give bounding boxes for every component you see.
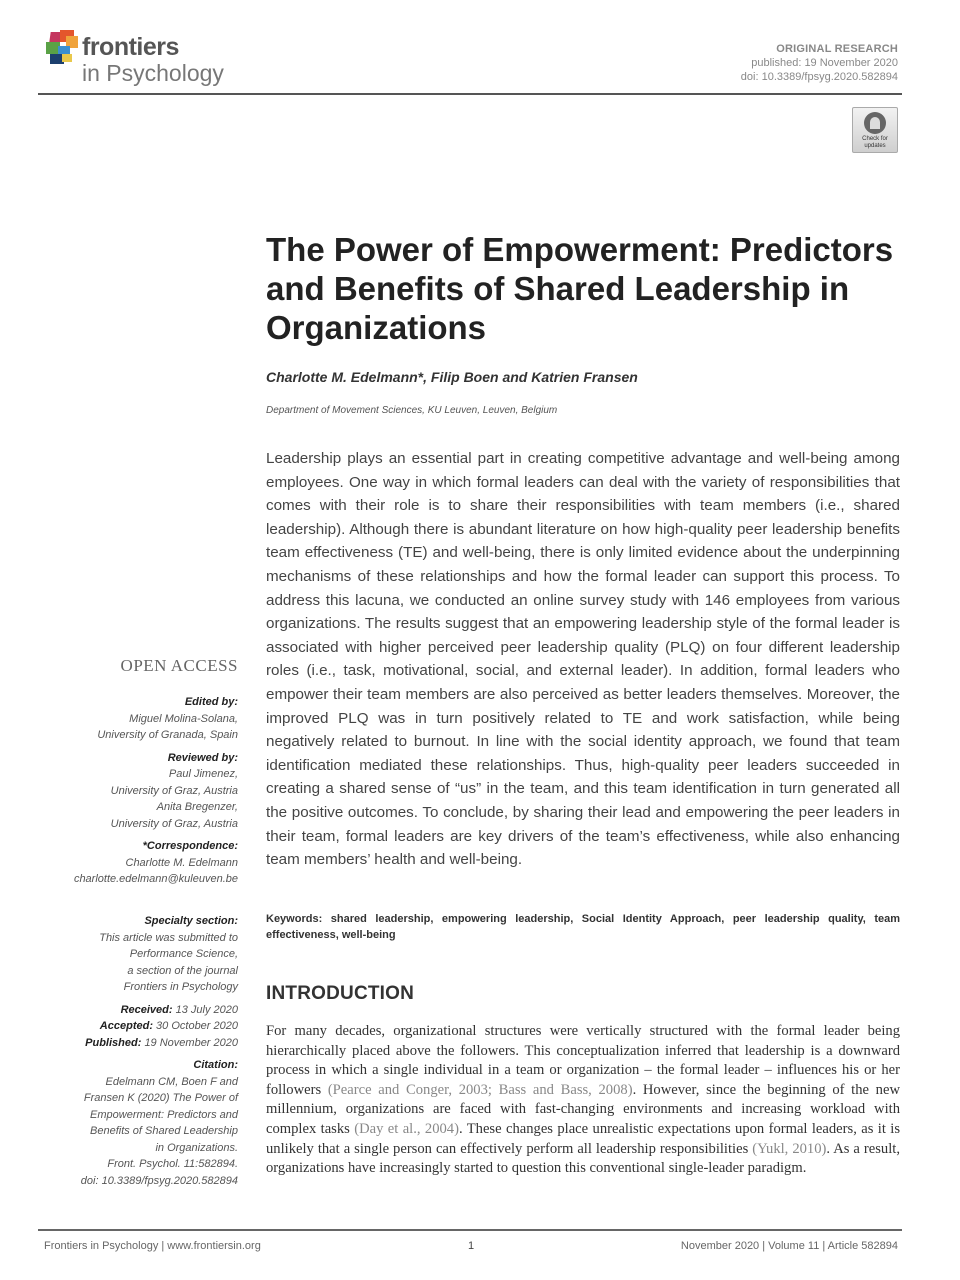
correspondence-block xyxy=(60,838,238,888)
citation-label: Citation: xyxy=(193,1059,238,1071)
article-doi[interactable]: doi: 10.3389/fpsyg.2020.582894 xyxy=(740,71,898,83)
editor-affiliation: University of Granada, Spain xyxy=(97,729,238,741)
reviewer-name: Anita Bregenzer, xyxy=(156,801,238,813)
citation-link[interactable]: (Pearce and Conger, 2003; Bass and Bass, 2008) xyxy=(327,1081,633,1098)
intro-text: . However, since the beginning of the new millennium, organizations are faced with fast-changing environments and increasing workload with complex tasks xyxy=(266,1081,900,1137)
reviewer-affiliation: University of Graz, Austria xyxy=(110,784,238,797)
citation-line: in Organizations. xyxy=(155,1141,238,1154)
received-value: 13 July 2020 xyxy=(175,1003,238,1016)
correspondent-email[interactable]: charlotte.edelmann@kuleuven.be xyxy=(73,873,238,885)
citation-line: Empowerment: Predictors and xyxy=(90,1108,238,1121)
received-label: Received: xyxy=(120,1003,173,1016)
edited-by-label: Edited by: xyxy=(184,696,238,708)
specialty-section-label: Specialty section: xyxy=(144,915,238,927)
section-heading-introduction: INTRODUCTION xyxy=(266,983,415,1004)
reviewed-by-label: Reviewed by: xyxy=(167,751,238,764)
citation-doi[interactable]: doi: 10.3389/fpsyg.2020.582894 xyxy=(80,1174,238,1187)
specialty-line: Performance Science, xyxy=(129,948,238,960)
keywords: Keywords: shared leadership, empowering leadership, Social Identity Approach, peer leadership quality, team effectiveness, well-being xyxy=(266,913,900,941)
citation-line: Front. Psychol. 11:582894. xyxy=(107,1158,238,1170)
intro-text: . As a result, organizations have increasingly started to question this conventional single-leader paradigm. xyxy=(266,1140,900,1177)
article-authors: Charlotte M. Edelmann*, Filip Boen and Katrien Fransen xyxy=(266,369,638,385)
correspondence-label: *Correspondence: xyxy=(142,840,238,852)
sidebar-editorial xyxy=(60,694,238,894)
check-for-updates-label: Check for updates xyxy=(862,136,888,149)
check-for-updates-button[interactable] xyxy=(852,107,898,153)
reviewer-affiliation: University of Graz, Austria xyxy=(110,817,238,830)
author-affiliation: Department of Movement Sciences, KU Leuven, Leuven, Belgium xyxy=(266,405,558,416)
bookmark-icon xyxy=(864,112,886,134)
reviewer-name: Paul Jimenez, xyxy=(168,768,238,780)
intro-text: . These changes place unrealistic expectations upon formal leaders, as it is unlikely that a single person can effectively perform all leadership responsibilities xyxy=(266,1120,900,1157)
citation-line: Benefits of Shared Leadership xyxy=(90,1125,238,1137)
article-title: The Power of Empowerment: Predictors and Benefits of Shared Leadership in Organizations xyxy=(266,231,894,346)
specialty-line: a section of the journal xyxy=(127,964,238,977)
footer-journal-link[interactable]: Frontiers in Psychology | www.frontiersin.org xyxy=(44,1240,261,1252)
introduction-paragraph xyxy=(266,1022,900,1179)
accepted-value: 30 October 2020 xyxy=(156,1020,238,1032)
citation-link[interactable]: (Yukl, 2010) xyxy=(752,1140,827,1157)
accepted-date xyxy=(60,1018,238,1035)
accepted-label: Accepted: xyxy=(99,1020,153,1032)
published-date: published: 19 November 2020 xyxy=(751,57,898,69)
correspondent-name: Charlotte M. Edelmann xyxy=(125,856,238,869)
citation-line: Fransen K (2020) The Power of xyxy=(83,1092,238,1104)
published-date-sidebar xyxy=(60,1035,238,1052)
journal-brand: frontiers xyxy=(82,33,179,61)
specialty-line: Frontiers in Psychology xyxy=(123,981,238,993)
editor-name: Miguel Molina-Solana, xyxy=(129,712,238,725)
sidebar-publication xyxy=(60,913,238,1195)
specialty-line: This article was submitted to xyxy=(99,931,238,944)
footer-issue-info: November 2020 | Volume 11 | Article 582894 xyxy=(680,1240,898,1252)
specialty-section-block xyxy=(60,913,238,996)
intro-text: For many decades, organizational structures were vertically structured with the formal leader being hierarchically placed above the followers. This conceptualization inferred that leadership is a downward process in which a single individual in a team or organization – the formal leader – influences his or her followers xyxy=(266,1023,900,1098)
abstract-text: Leadership plays an essential part in creating competitive advantage and well-being among employees. One way in which formal leaders can deal with the variety of responsibilities that comes with their role is to share their responsibilities with team members (i.e., shared leadership). Although there is abundant literature on how high-quality peer leadership benefits team effectiveness (TE) and well-being, there is only limited evidence about the underpinning mechanisms of these relationships and how the formal leader can support this process. To address this lacuna, we conducted an online survey study with 146 employees from various organizations. The results suggest that an empowering leadership style of the formal leader is associated with higher perceived peer leadership quality (PLQ) on four different leadership roles (i.e., task, motivational, social, and external leader). In addition, formal leaders who empower their team members are also perceived as better leaders themselves. Moreover, the improved PLQ was in turn positively related to TE and work satisfaction, while being negatively related to burnout. In line with the social identity approach, we found that team identification mediated these relationships. Thus, high-quality peer leaders succeeded in creating a shared sense of “us” in the team, and this team identification in turn generated all the positive outcomes. To conclude, by sharing their lead and empowering the peer leaders in their team, formal leaders are key drivers of the team’s effectiveness, while also enhancing team members’ health and well-being. xyxy=(266,450,900,869)
journal-name: in Psychology xyxy=(82,60,224,86)
reviewed-by-block xyxy=(60,750,238,833)
citation-line: Edelmann CM, Boen F and xyxy=(105,1075,238,1088)
published-value: 19 November 2020 xyxy=(144,1036,238,1049)
dates-block xyxy=(60,1002,238,1052)
frontiers-logo-icon xyxy=(44,28,80,68)
article-type: ORIGINAL RESEARCH xyxy=(776,43,898,55)
open-access-label: OPEN ACCESS xyxy=(120,656,238,675)
received-date xyxy=(60,1002,238,1019)
citation-block xyxy=(60,1057,238,1189)
page-number: 1 xyxy=(468,1240,475,1252)
article-meta xyxy=(741,42,898,84)
published-label: Published: xyxy=(85,1036,142,1049)
header-divider xyxy=(38,93,902,95)
edited-by-block xyxy=(60,694,238,744)
journal-logo[interactable] xyxy=(44,28,244,88)
footer-divider xyxy=(38,1229,902,1231)
citation-link[interactable]: (Day et al., 2004) xyxy=(354,1120,459,1137)
